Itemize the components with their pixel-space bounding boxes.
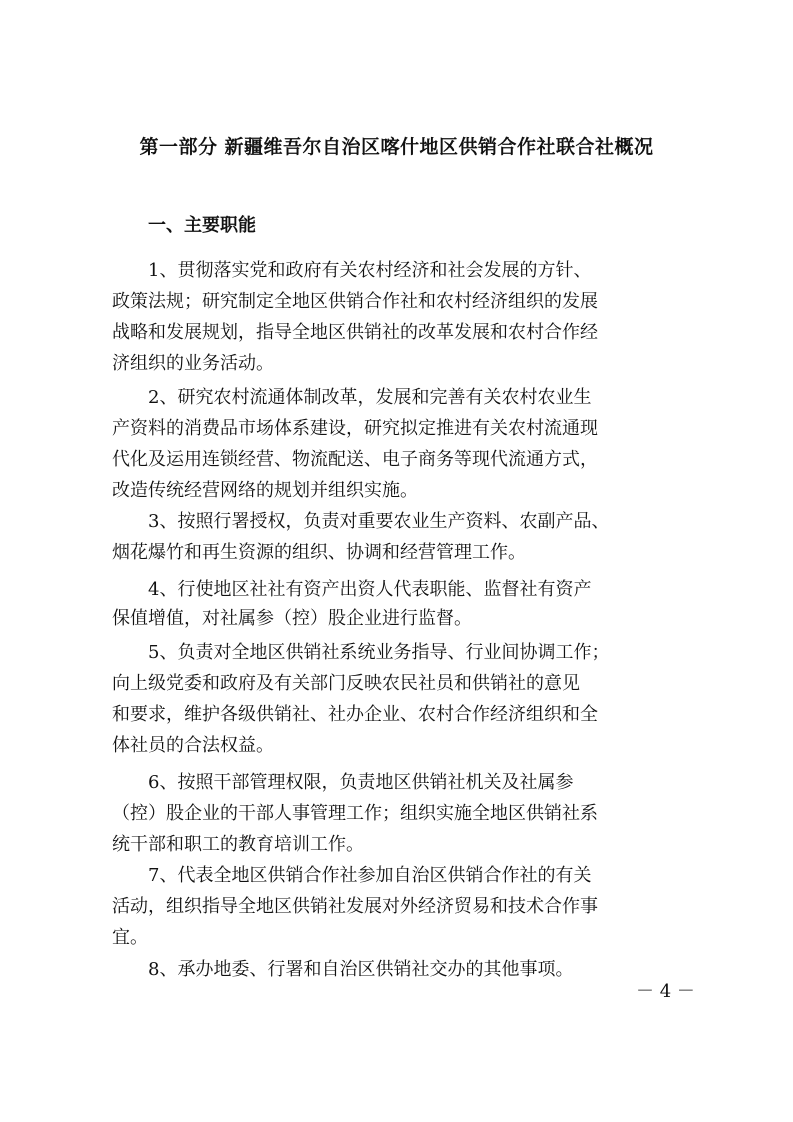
paragraph-line: 和要求，维护各级供销社、社办企业、农村合作经济组织和全: [112, 704, 598, 725]
paragraph-line: 体社员的合法权益。: [112, 735, 274, 756]
paragraph-line: 产资料的消费品市场体系建设，研究拟定推进有关农村流通现: [112, 418, 598, 439]
paragraph-line: 济组织的业务活动。: [112, 353, 274, 374]
paragraph-line: （控）股企业的干部人事管理工作；组织实施全地区供销社系: [112, 803, 598, 824]
paragraph-line: 保值增值，对社属参（控）股企业进行监督。: [112, 608, 472, 629]
paragraph-line: 统干部和职工的教育培训工作。: [112, 834, 364, 855]
paragraph-line: 7、代表全地区供销合作社参加自治区供销合作社的有关: [148, 865, 592, 886]
paragraph-line: 活动，组织指导全地区供销社发展对外经济贸易和技术合作事: [112, 896, 598, 917]
paragraph-line: 代化及运用连锁经营、物流配送、电子商务等现代流通方式，: [112, 449, 598, 470]
paragraph-line: 改造传统经营网络的规划并组织实施。: [112, 480, 418, 501]
paragraph-line: 宜。: [112, 927, 148, 948]
page-title: 第一部分 新疆维吾尔自治区喀什地区供销合作社联合社概况: [139, 136, 654, 158]
paragraph-line: 烟花爆竹和再生资源的组织、协调和经营管理工作。: [112, 542, 526, 563]
paragraph-line: 4、行使地区社社有资产出资人代表职能、监督社有资产: [148, 579, 592, 600]
paragraph-line: 3、按照行署授权，负责对重要农业生产资料、农副产品、: [148, 511, 610, 532]
paragraph-line: 1、贯彻落实党和政府有关农村经济和社会发展的方针、: [148, 260, 592, 281]
paragraph-line: 战略和发展规划，指导全地区供销社的改革发展和农村合作经: [112, 322, 598, 343]
paragraph-line: 向上级党委和政府及有关部门反映农民社员和供销社的意见: [112, 673, 580, 694]
page-number: － 4 －: [636, 981, 695, 1002]
paragraph-line: 8、承办地委、行署和自治区供销社交办的其他事项。: [148, 959, 574, 980]
paragraph-line: 5、负责对全地区供销社系统业务指导、行业间协调工作；: [148, 642, 610, 663]
section-heading: 一、主要职能: [148, 215, 256, 236]
paragraph-line: 6、按照干部管理权限，负责地区供销社机关及社属参: [148, 772, 574, 793]
paragraph-line: 政策法规；研究制定全地区供销合作社和农村经济组织的发展: [112, 291, 598, 312]
paragraph-line: 2、研究农村流通体制改革，发展和完善有关农村农业生: [148, 387, 592, 408]
